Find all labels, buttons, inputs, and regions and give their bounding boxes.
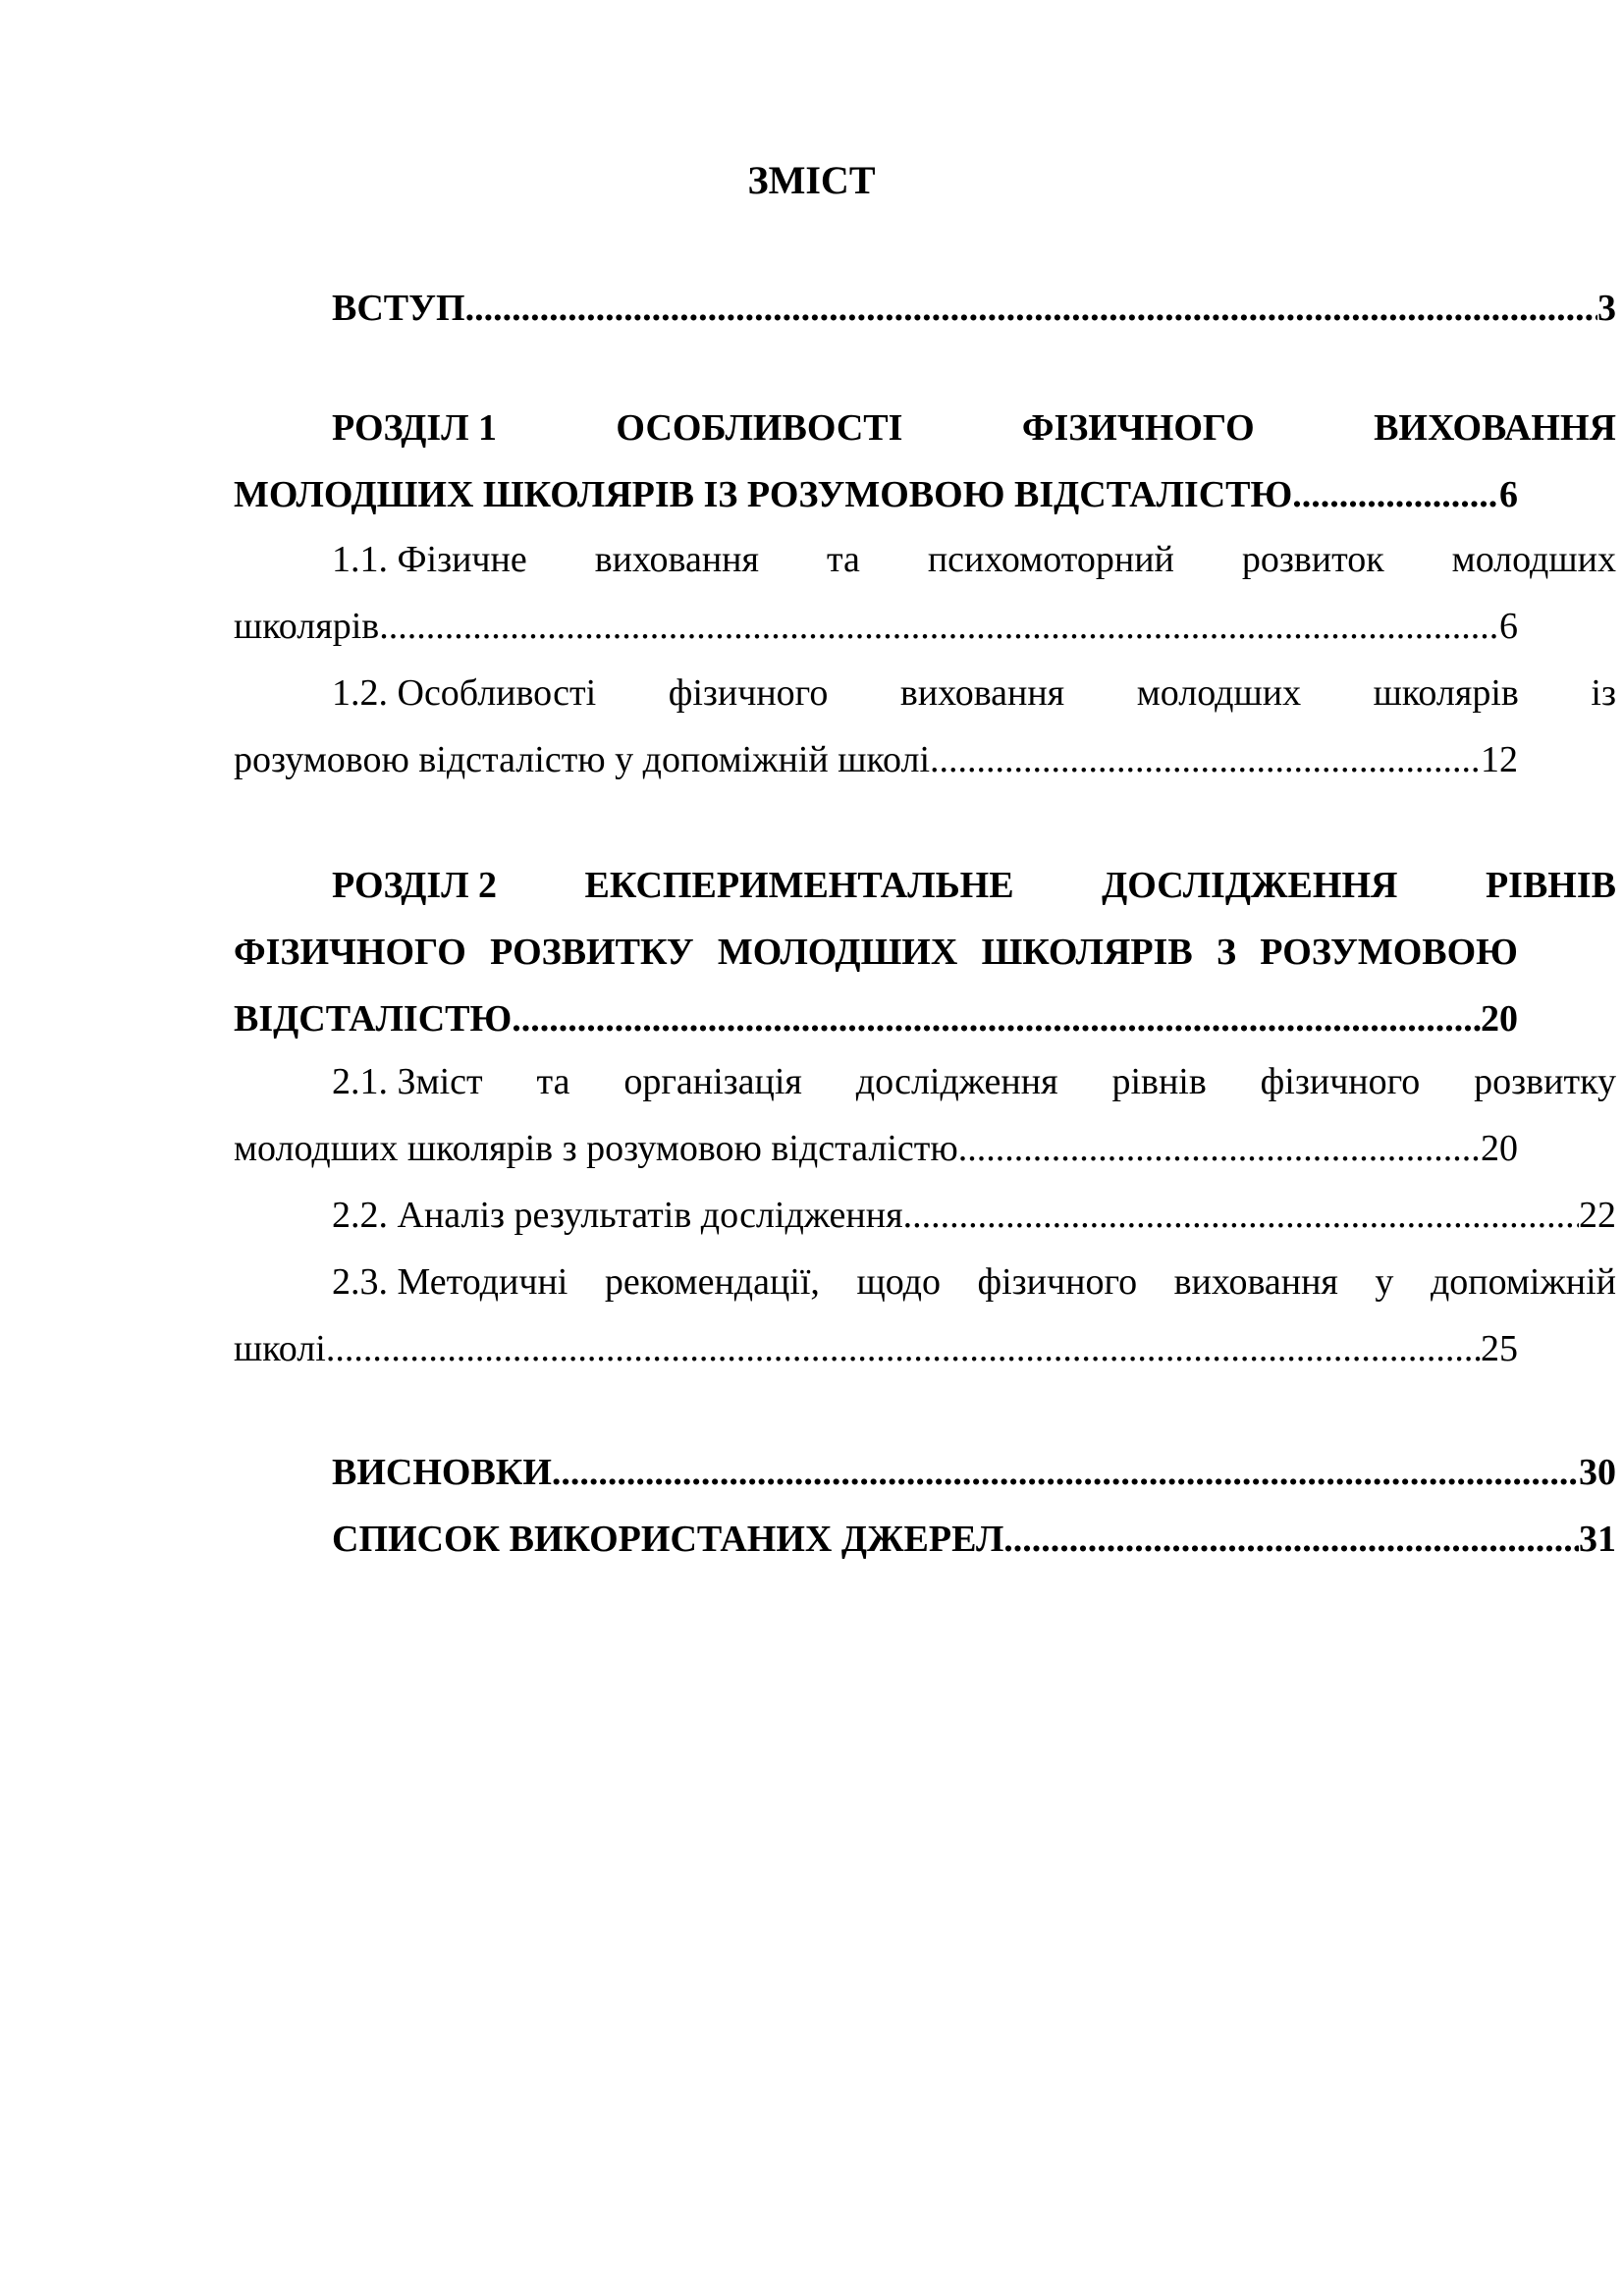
toc-word: розвиток bbox=[1241, 539, 1384, 580]
toc-word: виховання bbox=[594, 539, 759, 580]
toc-entry-label: ВІДСТАЛІСТЮ bbox=[234, 998, 513, 1040]
leader-dots bbox=[552, 1439, 1579, 1506]
toc-page-number: 31 bbox=[1579, 1519, 1616, 1560]
toc-word: ОСОБЛИВОСТІ bbox=[616, 407, 903, 449]
toc-word: 1.1. Фізичне bbox=[332, 539, 527, 580]
toc-word: рівнів bbox=[1111, 1061, 1207, 1102]
toc-word: та bbox=[536, 1061, 570, 1102]
toc-entry-chapter-1[interactable] bbox=[234, 395, 1616, 528]
toc-word: молодших bbox=[1451, 539, 1616, 580]
toc-page-number: 25 bbox=[1481, 1328, 1518, 1369]
leader-dots bbox=[903, 1182, 1579, 1249]
toc-word: фізичного bbox=[977, 1261, 1138, 1303]
toc-word: РОЗВИТКУ bbox=[490, 932, 694, 973]
toc-page-number: 6 bbox=[1499, 474, 1518, 515]
toc-page-number: 20 bbox=[1481, 1128, 1518, 1169]
toc-word: РІВНІВ bbox=[1485, 865, 1616, 906]
toc-word: виховання bbox=[1173, 1261, 1338, 1303]
toc-entry-section-2-2[interactable] bbox=[234, 1182, 1616, 1249]
toc-page-number: 3 bbox=[1597, 288, 1616, 329]
toc-entry-section-1-2[interactable] bbox=[234, 660, 1616, 793]
toc-word: ФІЗИЧНОГО bbox=[1021, 407, 1255, 449]
toc-entry-label: ВИСНОВКИ bbox=[332, 1452, 552, 1493]
toc-word: організація bbox=[623, 1061, 802, 1102]
toc-entry-label: школярів bbox=[234, 606, 380, 647]
toc-word: дослідження bbox=[855, 1061, 1058, 1102]
toc-entry-label: молодших школярів з розумовою відсталістю bbox=[234, 1128, 958, 1169]
toc-entry-label: ВСТУП bbox=[332, 288, 465, 329]
toc-entry-label: розумовою відсталістю у допоміжній школі bbox=[234, 739, 931, 780]
toc-word: 2.3. Методичні bbox=[332, 1261, 568, 1303]
toc-word: молодших bbox=[1136, 672, 1302, 714]
toc-word: рекомендації, bbox=[604, 1261, 820, 1303]
toc-entry-label: СПИСОК ВИКОРИСТАНИХ ДЖЕРЕЛ bbox=[332, 1519, 1004, 1560]
leader-dots bbox=[379, 593, 1499, 660]
toc-page-number: 6 bbox=[1499, 606, 1518, 647]
leader-dots bbox=[1003, 1506, 1579, 1573]
toc-word: у bbox=[1375, 1261, 1394, 1303]
toc-word: ДОСЛІДЖЕННЯ bbox=[1102, 865, 1398, 906]
toc-word: ФІЗИЧНОГО bbox=[234, 932, 466, 973]
toc-page-number: 22 bbox=[1579, 1195, 1616, 1236]
toc-word: 2.1. Зміст bbox=[332, 1061, 483, 1102]
toc-word: розвитку bbox=[1474, 1061, 1616, 1102]
toc-word: ЕКСПЕРИМЕНТАЛЬНЕ bbox=[584, 865, 1014, 906]
toc-entry-section-2-3[interactable] bbox=[234, 1249, 1616, 1382]
toc-word: З bbox=[1216, 932, 1237, 973]
toc-page-number: 12 bbox=[1481, 739, 1518, 780]
toc-entry-chapter-2[interactable] bbox=[234, 852, 1616, 1052]
toc-word: допоміжній bbox=[1430, 1261, 1616, 1303]
leader-dots bbox=[930, 726, 1481, 793]
toc-word: школярів bbox=[1373, 672, 1519, 714]
toc-entry-conclusions[interactable] bbox=[234, 1439, 1616, 1506]
toc-word: виховання bbox=[899, 672, 1065, 714]
leader-dots bbox=[512, 986, 1481, 1052]
toc-word: фізичного bbox=[1260, 1061, 1421, 1102]
toc-word: РОЗДІЛ 2 bbox=[332, 865, 498, 906]
toc-entry-section-2-1[interactable] bbox=[234, 1048, 1616, 1182]
toc-word: 1.2. Особливості bbox=[332, 672, 597, 714]
toc-entry-intro[interactable] bbox=[234, 275, 1616, 342]
toc-word: ВИХОВАННЯ bbox=[1374, 407, 1616, 449]
leader-dots bbox=[465, 275, 1597, 342]
toc-word: психомоторний bbox=[927, 539, 1174, 580]
toc-entry-label: МОЛОДШИХ ШКОЛЯРІВ ІЗ РОЗУМОВОЮ ВІДСТАЛІСТЮ bbox=[234, 474, 1293, 515]
toc-word: РОЗУМОВОЮ bbox=[1260, 932, 1518, 973]
leader-dots bbox=[958, 1115, 1481, 1182]
toc-entry-label: школі bbox=[234, 1328, 326, 1369]
page-title: ЗМІСТ bbox=[747, 158, 876, 202]
toc-entry-label: 2.2. Аналіз результатів дослідження bbox=[332, 1195, 903, 1236]
toc-word: фізичного bbox=[668, 672, 829, 714]
toc-word: РОЗДІЛ 1 bbox=[332, 407, 498, 449]
toc-word: із bbox=[1591, 672, 1616, 714]
toc-entry-section-1-1[interactable] bbox=[234, 526, 1616, 660]
toc-word: щодо bbox=[856, 1261, 941, 1303]
toc-word: та bbox=[826, 539, 860, 580]
toc-entry-references[interactable] bbox=[234, 1506, 1616, 1573]
toc-word: ШКОЛЯРІВ bbox=[981, 932, 1193, 973]
toc-page-number: 30 bbox=[1579, 1452, 1616, 1493]
toc-word: МОЛОДШИХ bbox=[717, 932, 958, 973]
leader-dots bbox=[1292, 461, 1499, 528]
leader-dots bbox=[326, 1315, 1481, 1382]
toc-page-number: 20 bbox=[1481, 998, 1518, 1040]
